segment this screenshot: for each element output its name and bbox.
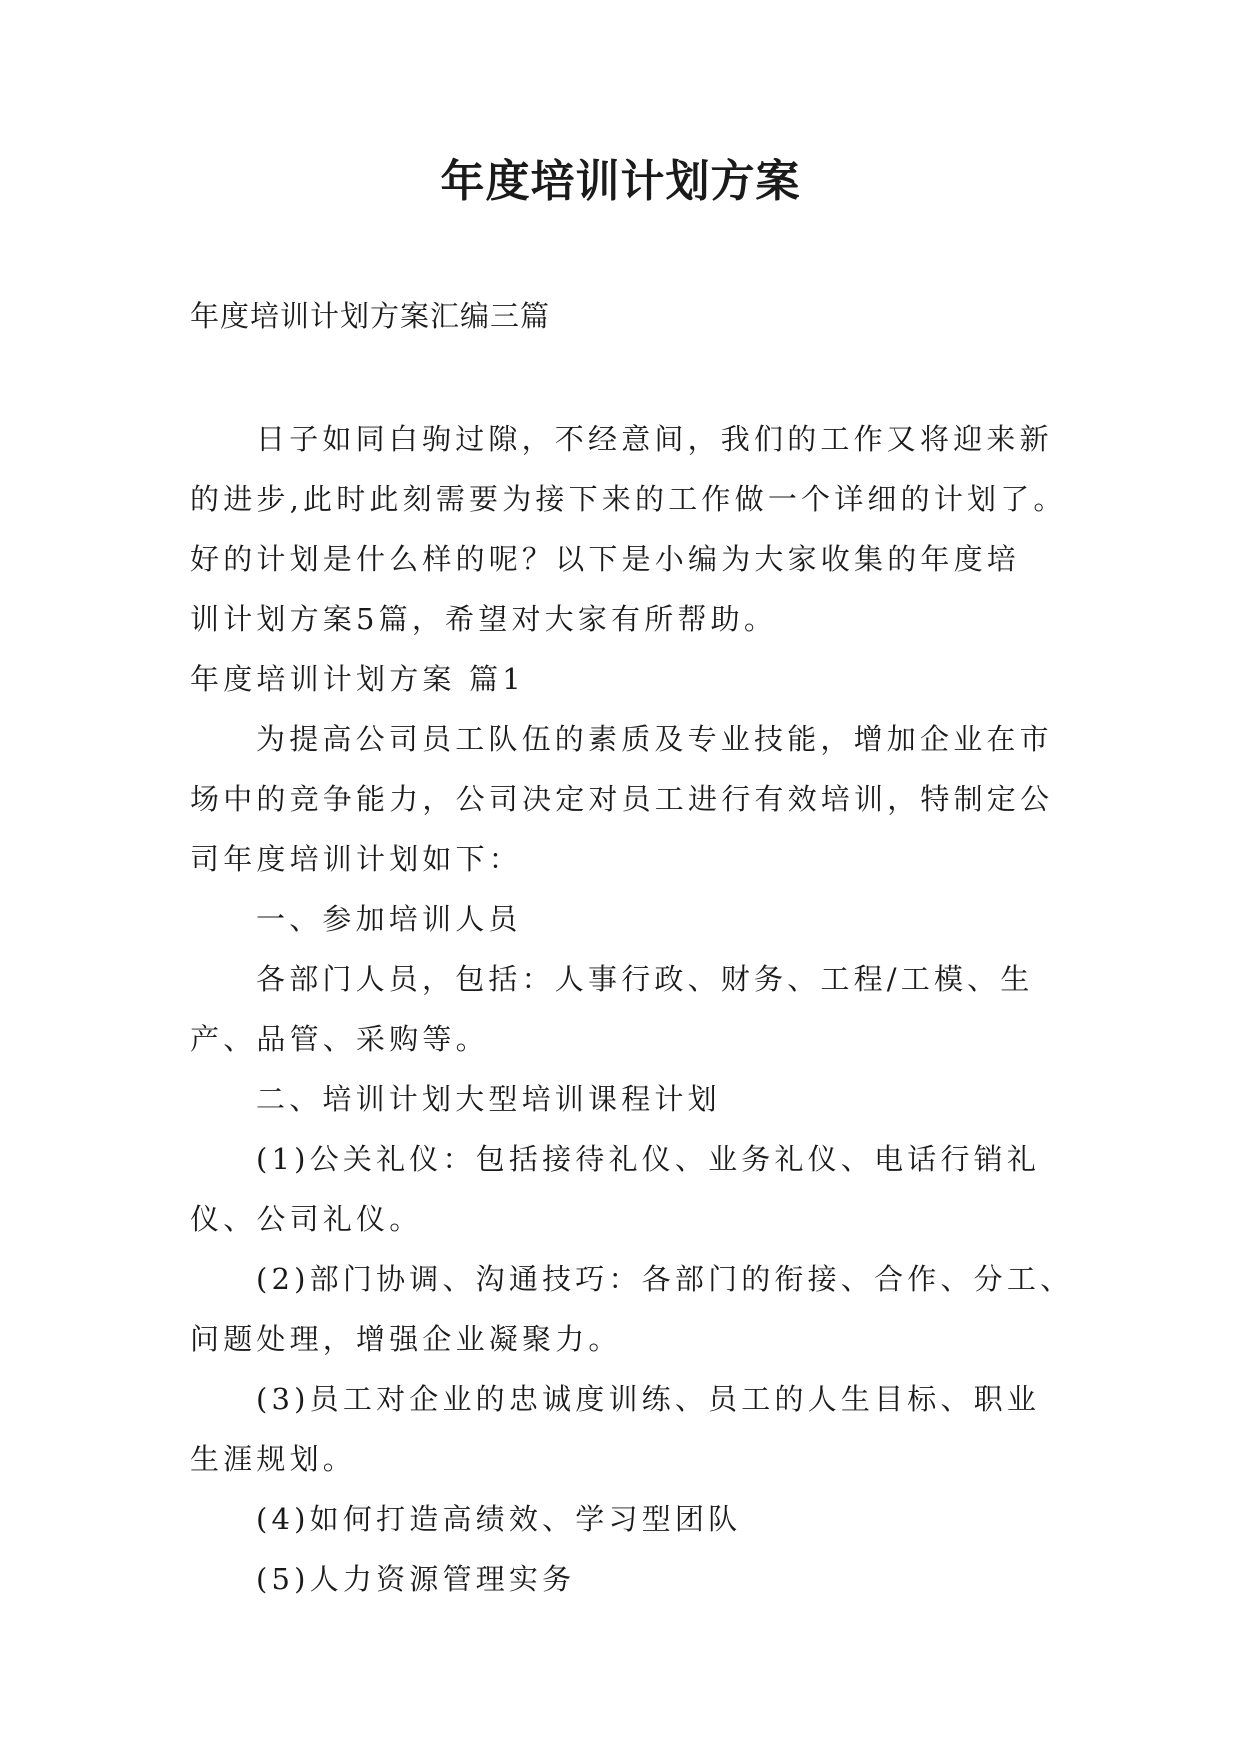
text-line: 训计划方案5篇，希望对大家有所帮助。 xyxy=(190,602,778,636)
text-line: 日子如同白驹过隙，不经意间，我们的工作又将迎来新 xyxy=(256,422,1053,456)
text-line: 好的计划是什么样的呢？以下是小编为大家收集的年度培 xyxy=(190,542,1021,576)
list-item: (2)部门协调、沟通技巧：各部门的衔接、合作、分工、 xyxy=(256,1262,1074,1296)
section-heading: 年度培训计划方案 篇1 xyxy=(190,662,525,696)
document-body xyxy=(190,409,1074,1609)
text-line: 司年度培训计划如下： xyxy=(190,842,523,876)
text-line: 问题处理，增强企业凝聚力。 xyxy=(190,1322,622,1356)
list-heading: 一、参加培训人员 xyxy=(256,902,522,936)
text-line: 产、品管、采购等。 xyxy=(190,1022,489,1056)
document-subtitle: 年度培训计划方案汇编三篇 xyxy=(190,299,551,333)
list-item: (5)人力资源管理实务 xyxy=(256,1562,576,1596)
list-item: (1)公关礼仪：包括接待礼仪、业务礼仪、电话行销礼 xyxy=(256,1142,1041,1176)
document-title: 年度培训计划方案 xyxy=(440,156,801,207)
text-line: 各部门人员，包括：人事行政、财务、工程/工模、生 xyxy=(256,962,1034,996)
text-line: 仪、公司礼仪。 xyxy=(190,1202,423,1236)
text-line: 场中的竞争能力，公司决定对员工进行有效培训，特制定公 xyxy=(190,782,1054,816)
list-item: (4)如何打造高绩效、学习型团队 xyxy=(256,1502,742,1536)
text-line: 的进步,此时此刻需要为接下来的工作做一个详细的计划了。 xyxy=(190,482,1067,516)
text-line: 为提高公司员工队伍的素质及专业技能，增加企业在市 xyxy=(256,722,1053,756)
text-line: 生涯规划。 xyxy=(190,1442,357,1476)
list-item: (3)员工对企业的忠诚度训练、员工的人生目标、职业 xyxy=(256,1382,1041,1416)
list-heading: 二、培训计划大型培训课程计划 xyxy=(256,1082,721,1116)
